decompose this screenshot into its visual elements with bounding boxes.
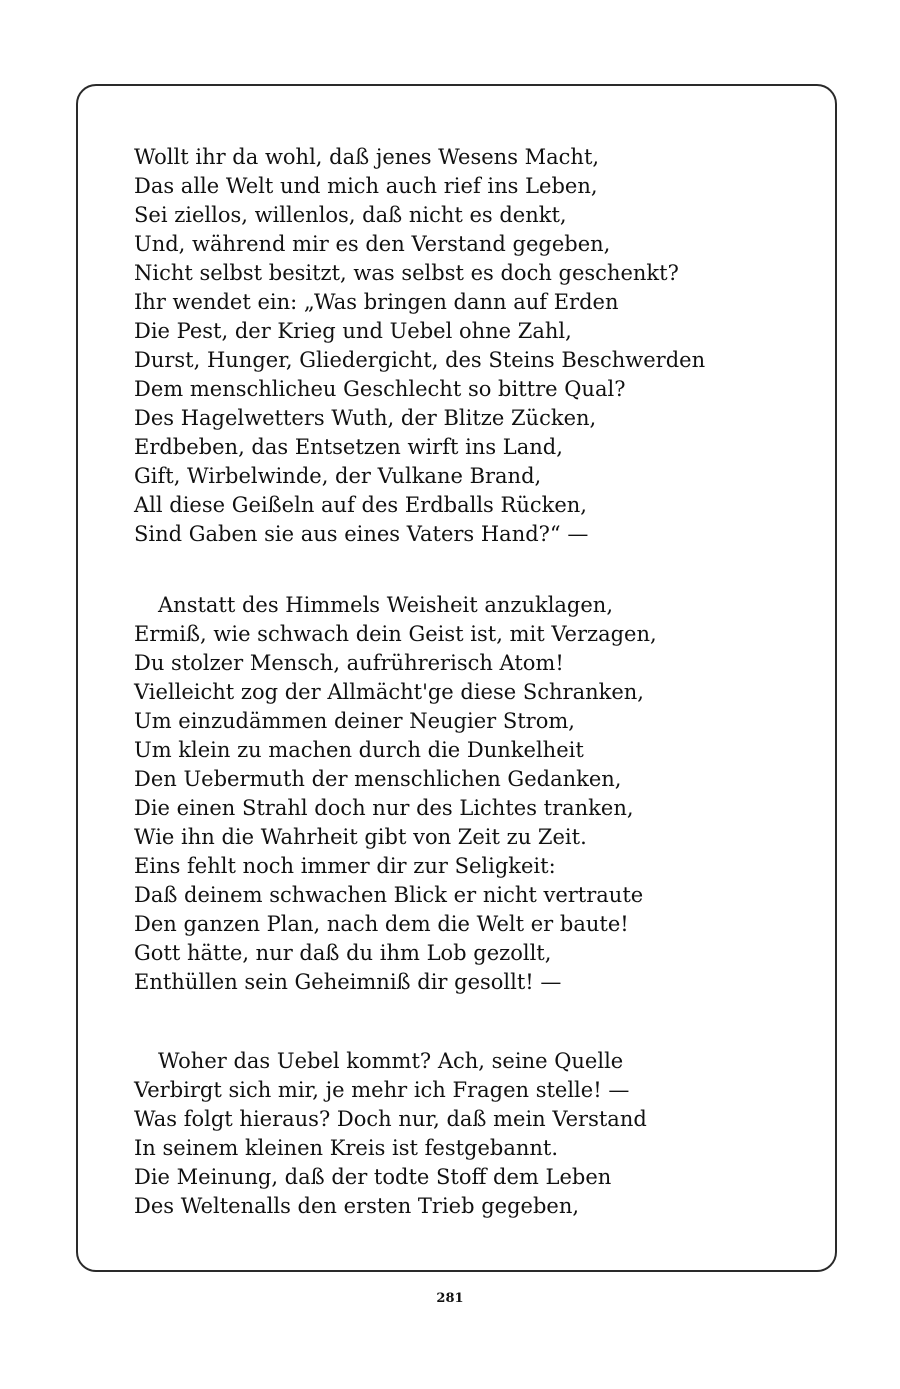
- poem-line: Sind Gaben sie aus eines Vaters Hand?“ —: [134, 522, 589, 546]
- page-number: 281: [436, 1291, 464, 1306]
- stanza-2: [134, 591, 774, 997]
- poem-line: Anstatt des Himmels Weisheit anzuklagen,: [158, 593, 613, 617]
- stanza-1: [134, 143, 774, 549]
- poem-line: Durst, Hunger, Gliedergicht, des Steins Beschwerden: [134, 348, 706, 372]
- poem-line: Enthüllen sein Geheimniß dir gesollt! —: [134, 970, 562, 994]
- poem-line: Den ganzen Plan, nach dem die Welt er baute!: [134, 912, 629, 936]
- poem-line: Das alle Welt und mich auch rief ins Leben,: [134, 174, 598, 198]
- poem-line: Die einen Strahl doch nur des Lichtes tranken,: [134, 796, 634, 820]
- poem-text: [134, 143, 774, 1218]
- poem-line: Wollt ihr da wohl, daß jenes Wesens Macht,: [134, 145, 600, 169]
- poem-line: Und, während mir es den Verstand gegeben,: [134, 232, 611, 256]
- poem-line: Ermiß, wie schwach dein Geist ist, mit Verzagen,: [134, 622, 657, 646]
- poem-line: Eins fehlt noch immer dir zur Seligkeit:: [134, 854, 556, 878]
- poem-line: Um einzudämmen deiner Neugier Strom,: [134, 709, 575, 733]
- poem-line: Woher das Uebel kommt? Ach, seine Quelle: [158, 1049, 624, 1073]
- poem-line: Vielleicht zog der Allmächt'ge diese Schranken,: [134, 680, 644, 704]
- poem-line: Du stolzer Mensch, aufrührerisch Atom!: [134, 651, 564, 675]
- poem-line: Daß deinem schwachen Blick er nicht vertraute: [134, 883, 644, 907]
- poem-line: Nicht selbst besitzt, was selbst es doch geschenkt?: [134, 261, 679, 285]
- poem-line: Um klein zu machen durch die Dunkelheit: [134, 738, 584, 762]
- poem-line: Den Uebermuth der menschlichen Gedanken,: [134, 767, 622, 791]
- poem-line: Sei ziellos, willenlos, daß nicht es denkt,: [134, 203, 567, 227]
- poem-line: Die Pest, der Krieg und Uebel ohne Zahl,: [134, 319, 572, 343]
- stanza-3: [134, 1047, 774, 1221]
- poem-line: Was folgt hieraus? Doch nur, daß mein Verstand: [134, 1107, 647, 1131]
- poem-line: Verbirgt sich mir, je mehr ich Fragen stelle! —: [134, 1078, 630, 1102]
- poem-line: Erdbeben, das Entsetzen wirft ins Land,: [134, 435, 563, 459]
- poem-line: Gift, Wirbelwinde, der Vulkane Brand,: [134, 464, 542, 488]
- poem-line: In seinem kleinen Kreis ist festgebannt.: [134, 1136, 559, 1160]
- poem-line: Des Weltenalls den ersten Trieb gegeben,: [134, 1194, 580, 1218]
- poem-line: Des Hagelwetters Wuth, der Blitze Zücken,: [134, 406, 597, 430]
- poem-line: Ihr wendet ein: „Was bringen dann auf Erden: [134, 290, 619, 314]
- poem-line: Gott hätte, nur daß du ihm Lob gezollt,: [134, 941, 552, 965]
- poem-line: Die Meinung, daß der todte Stoff dem Leben: [134, 1165, 612, 1189]
- poem-line: All diese Geißeln auf des Erdballs Rücken,: [134, 493, 587, 517]
- poem-line: Wie ihn die Wahrheit gibt von Zeit zu Zeit.: [134, 825, 587, 849]
- poem-line: Dem menschlicheu Geschlecht so bittre Qual?: [134, 377, 626, 401]
